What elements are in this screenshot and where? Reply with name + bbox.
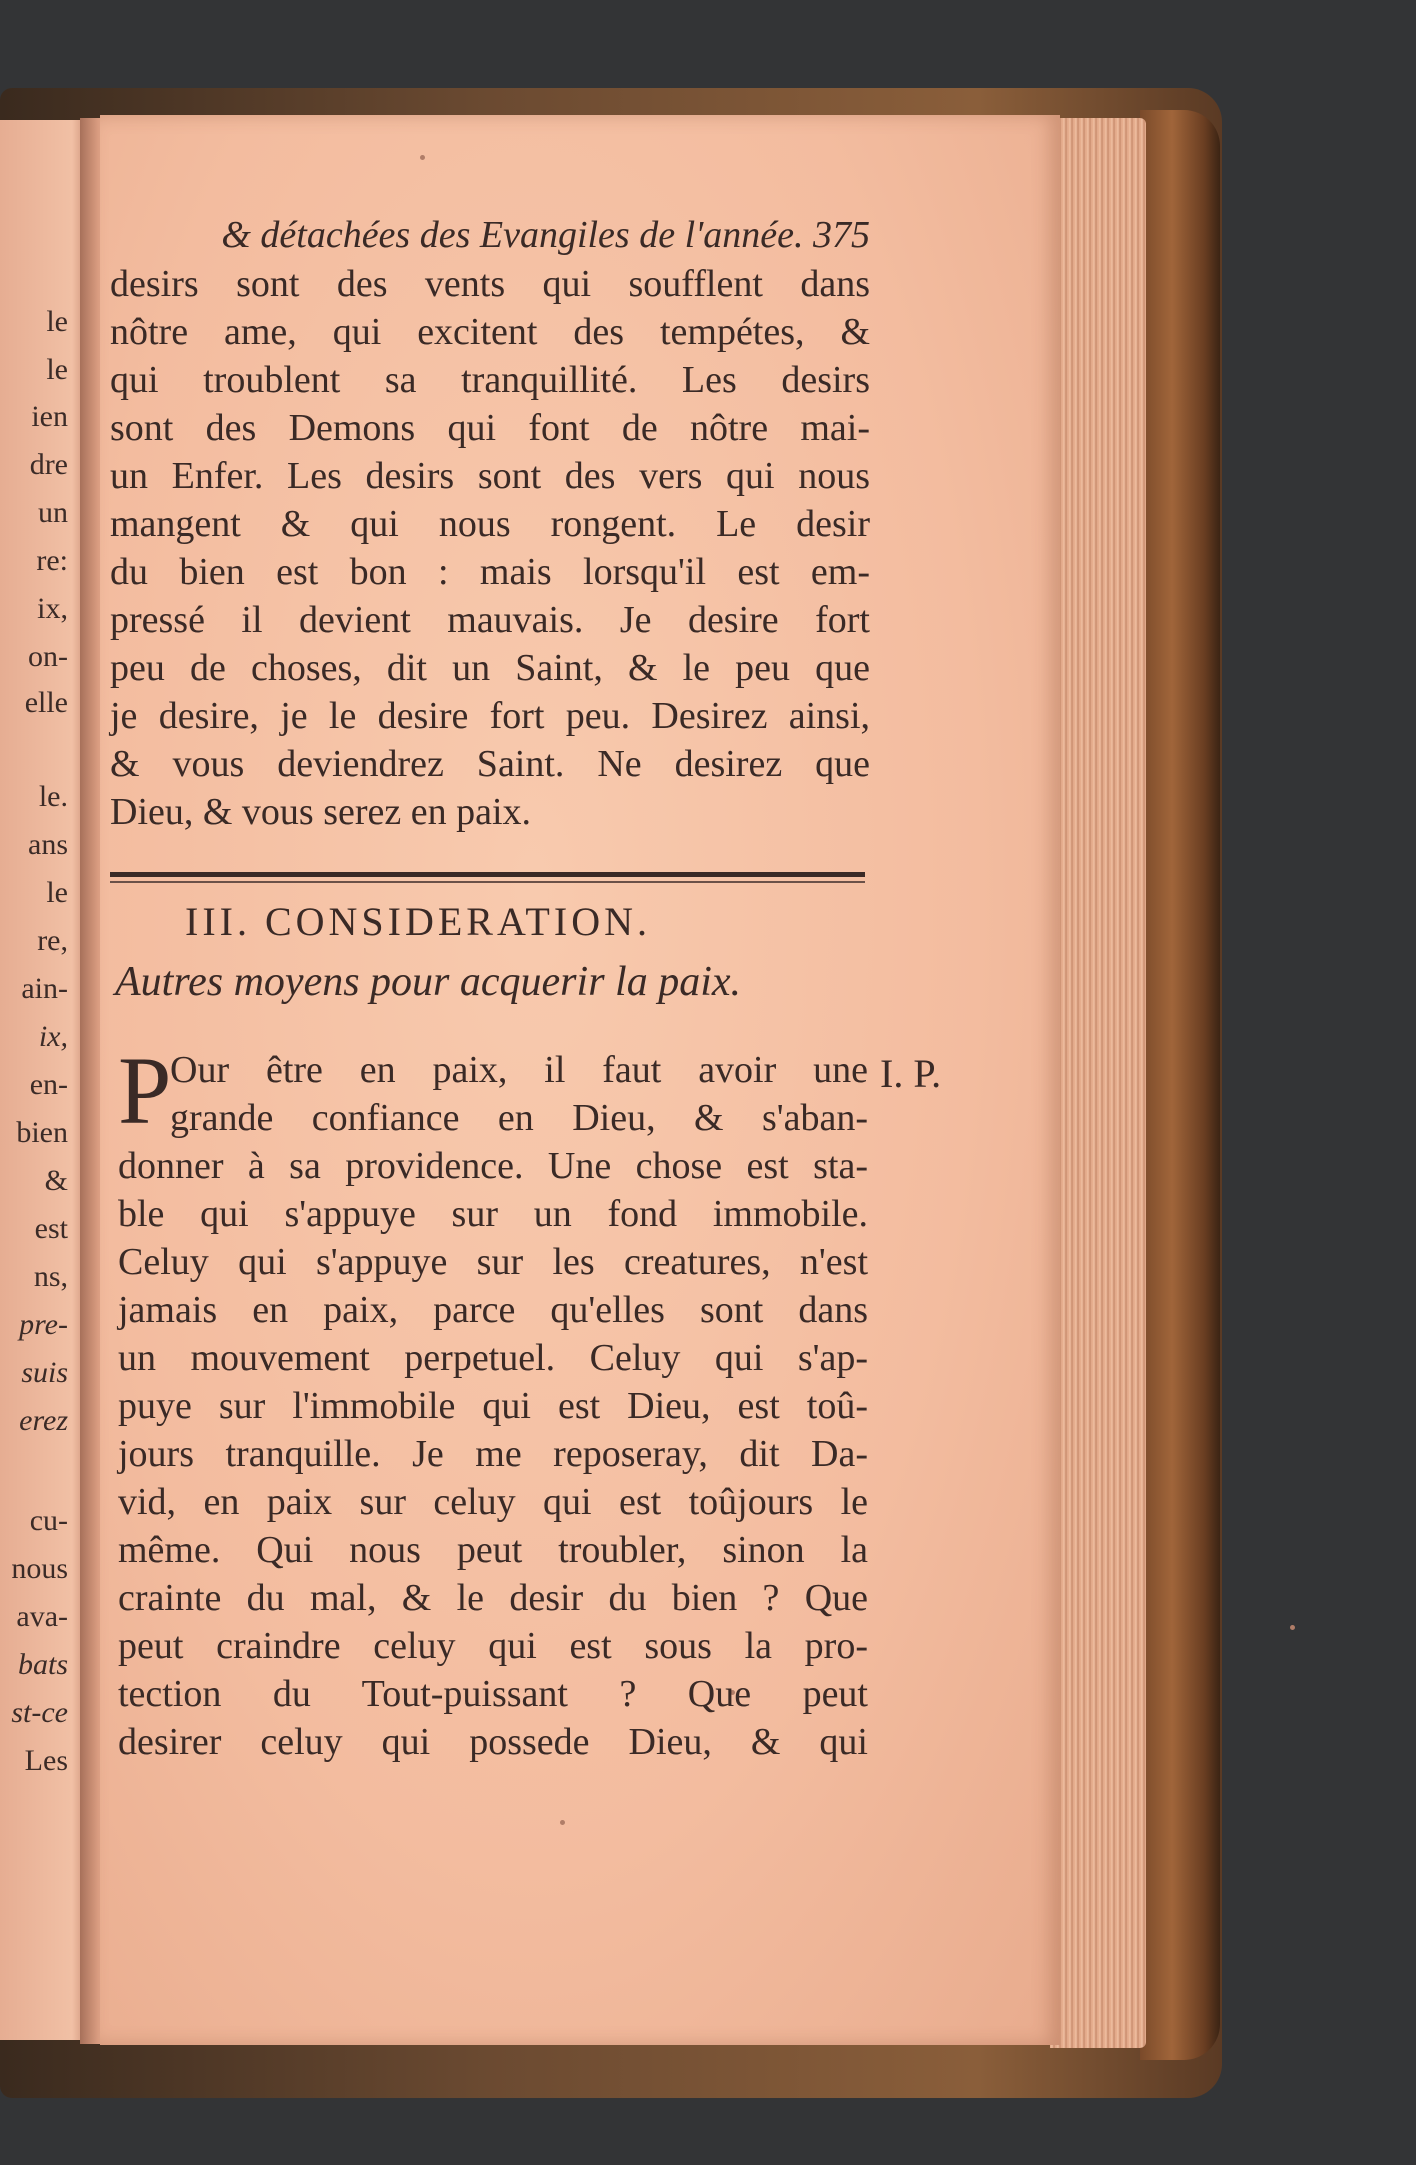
book-edge	[1140, 110, 1220, 2060]
left-fragment: le	[46, 876, 68, 909]
left-fragment: ans	[28, 828, 68, 861]
left-fragment: bien	[16, 1116, 68, 1149]
left-fragment: ain-	[21, 972, 68, 1005]
text-line: Dieu, & vous serez en paix.	[110, 791, 532, 833]
text-line: mangent & qui nous rongent. Le desir	[110, 503, 870, 545]
left-fragment: en-	[29, 1068, 68, 1101]
text-line: un mouvement perpetuel. Celuy qui s'ap-	[118, 1337, 868, 1379]
text-line: ble qui s'appuye sur un fond immobile.	[118, 1193, 868, 1235]
text-line: un Enfer. Les desirs sont des vers qui nous	[110, 455, 870, 497]
text-line: peu de choses, dit un Saint, & le peu que	[110, 647, 870, 689]
left-fragment: erez	[19, 1404, 68, 1437]
left-fragment: le	[46, 353, 68, 386]
left-fragment: st-ce	[11, 1696, 68, 1729]
text-line: peut craindre celuy qui est sous la pro-	[118, 1625, 868, 1667]
text-line: sont des Demons qui font de nôtre mai-	[110, 407, 870, 449]
text-line: puye sur l'immobile qui est Dieu, est toû-	[118, 1385, 868, 1427]
text-line: même. Qui nous peut troubler, sinon la	[118, 1529, 868, 1571]
text-line: desirer celuy qui possede Dieu, & qui	[118, 1721, 868, 1763]
section-title: III. CONSIDERATION.	[185, 899, 651, 944]
running-head: & détachées des Evangiles de l'année. 375	[221, 214, 870, 256]
text-line: nôtre ame, qui excitent des tempétes, &	[110, 311, 870, 353]
text-line: pressé il devient mauvais. Je desire fort	[110, 599, 870, 641]
left-fragment: ix,	[37, 592, 68, 625]
left-fragment: ava-	[16, 1600, 68, 1633]
text-line: jours tranquille. Je me reposeray, dit Da-	[118, 1433, 868, 1475]
left-fragment: ix,	[38, 1020, 68, 1053]
left-fragment: cu-	[29, 1504, 68, 1537]
left-fragment: pre-	[19, 1308, 68, 1341]
drop-cap: P	[118, 1037, 172, 1144]
left-fragment: on-	[28, 640, 68, 673]
body-text-block	[118, 1037, 868, 1766]
section-divider	[110, 872, 865, 877]
text-line: qui troublent sa tranquillité. Les desirs	[110, 359, 870, 401]
left-fragment: ien	[31, 400, 68, 433]
left-fragment: dre	[29, 448, 68, 481]
left-page-fragments	[0, 120, 90, 2040]
left-fragment: ns,	[33, 1260, 68, 1293]
left-fragment: nous	[11, 1552, 68, 1585]
text-line: desirs sont des vents qui soufflent dans	[110, 263, 870, 305]
text-line: grande confiance en Dieu, & s'aban-	[170, 1097, 868, 1139]
margin-note: I. P.	[880, 1051, 942, 1096]
left-fragment: re:	[36, 544, 68, 577]
text-line: Celuy qui s'appuye sur les creatures, n'est	[118, 1241, 868, 1283]
left-fragment: &	[44, 1164, 68, 1197]
text-line: crainte du mal, & le desir du bien ? Que	[118, 1577, 868, 1619]
left-fragment: elle	[24, 686, 68, 719]
page-stack-edge	[1050, 118, 1146, 2048]
left-fragment: le	[46, 305, 68, 338]
left-fragment: est	[34, 1212, 68, 1245]
left-fragment: Les	[24, 1744, 68, 1777]
left-fragment: suis	[21, 1356, 68, 1389]
text-line: donner à sa providence. Une chose est sta-	[118, 1145, 868, 1187]
section-subtitle: Autres moyens pour acquerir la paix.	[115, 959, 742, 1005]
text-line: jamais en paix, parce qu'elles sont dans	[118, 1289, 868, 1331]
text-line: vid, en paix sur celuy qui est toûjours le	[118, 1481, 868, 1523]
left-fragment: le.	[38, 780, 68, 813]
text-line: je desire, je le desire fort peu. Desirez ainsi,	[110, 695, 870, 737]
top-text-block	[110, 210, 870, 836]
left-fragment: bats	[17, 1648, 68, 1681]
left-fragment: un	[38, 496, 68, 529]
left-fragment: re,	[37, 924, 68, 957]
text-line: tection du Tout-puissant ? Que peut	[118, 1673, 868, 1715]
text-line: & vous deviendrez Saint. Ne desirez que	[110, 743, 870, 785]
text-line: du bien est bon : mais lorsqu'il est em-	[110, 551, 870, 593]
text-line: Our être en paix, il faut avoir une	[170, 1049, 868, 1091]
left-page	[0, 120, 90, 2040]
